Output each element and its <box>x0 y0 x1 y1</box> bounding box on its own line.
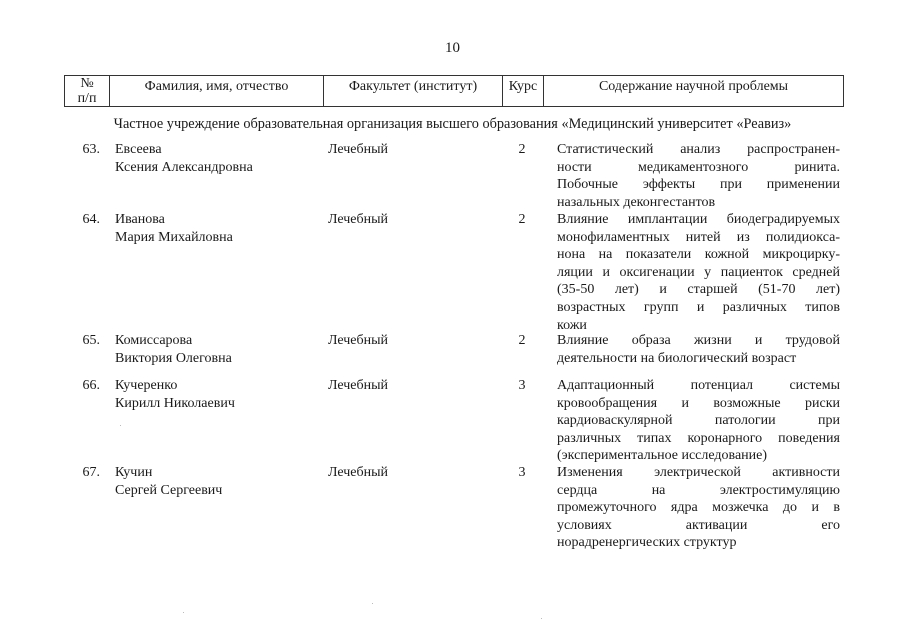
student-given-names: Кирилл Николаевич <box>115 395 235 411</box>
header-name: Фамилия, имя, отчество <box>144 79 289 94</box>
scan-speck <box>183 612 184 613</box>
topic-line: промежуточного ядра мозжечка до и в <box>557 500 840 516</box>
faculty: Лечебный <box>328 333 389 348</box>
student-given-names: Ксения Александровна <box>115 159 253 175</box>
student-name <box>115 464 325 499</box>
student-name <box>115 141 325 176</box>
scan-speck <box>541 618 542 619</box>
research-topic <box>557 377 840 465</box>
header-faculty: Факультет (институт) <box>348 79 478 94</box>
topic-line: кожи <box>557 317 587 333</box>
student-given-names: Мария Михайловна <box>115 229 233 245</box>
header-num-symbol: № <box>80 76 94 91</box>
topic-line: норадренергических структур <box>557 535 737 551</box>
student-given-names: Сергей Сергеевич <box>115 482 223 498</box>
student-surname: Комиссарова <box>115 333 193 348</box>
topic-line: Статистический анализ распространен- <box>557 142 840 157</box>
row-number: 66. <box>82 378 100 393</box>
research-topic <box>557 141 840 211</box>
topic-line: ности медикаментозного ринита. <box>557 159 840 175</box>
header-topic: Содержание научной проблемы <box>598 79 789 94</box>
header-course: Курс <box>508 79 538 94</box>
table-header <box>64 75 844 107</box>
research-topic <box>557 211 840 334</box>
institution-heading: Частное учреждение образовательная организация высшего образования «Медицинский университет «Реавиз» <box>113 116 792 132</box>
topic-line: монофиламентных нитей из полидиокса- <box>557 229 840 245</box>
topic-line: (35-50 лет) и старшей (51-70 лет) <box>557 282 840 298</box>
student-name <box>115 332 325 367</box>
course: 3 <box>518 465 526 480</box>
topic-line: Влияние образа жизни и трудовой <box>557 333 840 348</box>
student-surname: Евсеева <box>115 142 162 157</box>
topic-line: Адаптационный потенциал системы <box>557 378 840 393</box>
faculty: Лечебный <box>328 465 389 480</box>
header-num <box>65 76 109 106</box>
header-num-abbr: п/п <box>77 91 97 106</box>
faculty: Лечебный <box>328 142 389 157</box>
row-number: 65. <box>82 333 100 348</box>
topic-line: Побочные эффекты при применении <box>557 177 840 193</box>
topic-line: сердца на электростимуляцию <box>557 482 840 498</box>
page-number: 10 <box>445 40 460 56</box>
topic-line: деятельности на биологический возраст <box>557 350 797 366</box>
topic-line: кардиоваскулярной патологии при <box>557 413 840 429</box>
faculty: Лечебный <box>328 378 389 393</box>
row-number: 64. <box>82 212 100 227</box>
scan-speck <box>372 603 373 604</box>
scan-speck <box>120 425 121 426</box>
course: 2 <box>518 333 526 348</box>
topic-line: назальных деконгестантов <box>557 194 716 210</box>
course: 2 <box>518 142 526 157</box>
student-name <box>115 211 325 246</box>
student-surname: Иванова <box>115 212 165 227</box>
topic-line: кровообращения и возможные риски <box>557 395 840 411</box>
topic-line: нона на показатели кожной микроцирку- <box>557 247 840 263</box>
faculty: Лечебный <box>328 212 389 227</box>
student-given-names: Виктория Олеговна <box>115 350 232 366</box>
topic-line: (экспериментальное исследование) <box>557 448 768 464</box>
course: 3 <box>518 378 526 393</box>
row-number: 63. <box>82 142 100 157</box>
topic-line: возрастных групп и различных типов <box>557 299 840 315</box>
course: 2 <box>518 212 526 227</box>
topic-line: Изменения электрической активности <box>557 465 840 480</box>
topic-line: Влияние имплантации биодеградируемых <box>557 212 840 227</box>
research-topic <box>557 464 840 552</box>
student-surname: Кучеренко <box>115 378 178 393</box>
row-number: 67. <box>82 465 100 480</box>
topic-line: условиях активации его <box>557 517 840 533</box>
student-name <box>115 377 325 412</box>
topic-line: ляции и оксигенации у пациенток средней <box>557 264 840 280</box>
student-surname: Кучин <box>115 465 153 480</box>
research-topic <box>557 332 840 367</box>
topic-line: различных типах коронарного поведения <box>557 430 840 446</box>
